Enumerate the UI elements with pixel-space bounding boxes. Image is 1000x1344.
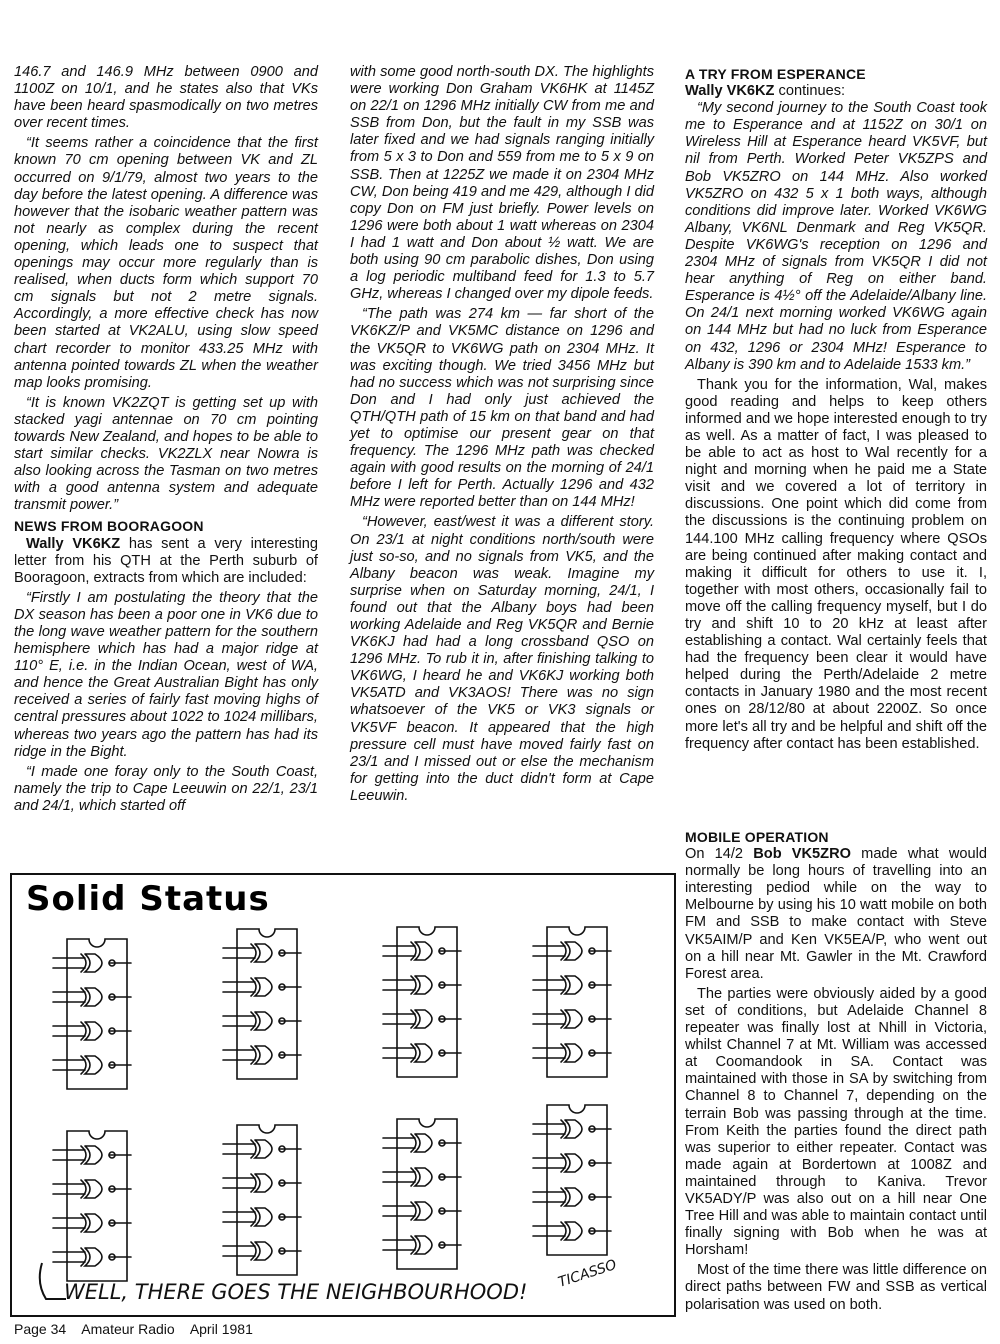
cartoon-title: Solid Status: [26, 879, 270, 919]
page-number: Page 34: [14, 1321, 67, 1337]
article-column-2: [350, 64, 654, 808]
article-column-3: [685, 66, 987, 756]
paragraph-text: continues:: [774, 83, 846, 100]
paragraph: Thank you for the information, Wal, makes good reading and helps to keep others informed and we hope interested enough to try as well. As a matter of fact, I was pleased to be able to act as host to Wal recently for a night and morning when he paid me a State visit and we covered a lot of territory in discussions. One point which did come from the discussions is the continuing problem on 144.100 MHz calling frequency where QSOs are being continued after making contact and making it difficult for others to use it. I, together with most others, occasionally fail to move off the calling frequency myself, but I do try and shift 10 to 20 kHz at least after establishing a contact. Wal certainly feels that had the frequency been clear it would have helped during the Perth/Adelaide 2 metre contacts in January 1980 and the most recent ones on 28/12/80 at about 2200Z. So once more let's all try and be helpful and shift off the frequency after contact has been established.: [685, 376, 987, 752]
ic-chip-drawing: [383, 1119, 461, 1269]
caption-bracket: [40, 1263, 66, 1299]
publication-name: Amateur Radio: [81, 1321, 175, 1337]
paragraph: “It is known VK2ZQT is getting set up with stacked yagi antennae on 70 cm pointing towards New Zealand, and hopes to be able to start similar checks. VK2ZLX near Nowra is also looking across the Tasman on two metres with a good antenna system and adequate transmit power.”: [14, 394, 318, 514]
paragraph: “However, east/west it was a different story. On 23/1 at night conditions north/south were just so-so, and no signals from VK5, and the Albany beacon was weak. Imagine my surprise when on Saturday morning, 24/1, I found out that the Albany boys had been working Adelaide and Reg VK5QR and Bernie VK6KJ had had a long crossband QSO on 1296 MHz. To rub it in, after finishing talking to VK6WG, I heard he and VK6KJ working both VK5ATD and VK3AOS! There was no sign whatsoever of the VK5 or VK3 signals or VK5VF beacon. It appeared that the high pressure cell must have moved fairly fast on 23/1 and I missed out or else the mechanism for getting into the duct didn't form at Cape Leeuwin.: [350, 514, 654, 804]
paragraph: The parties were obviously aided by a good set of conditions, but Adelaide Channel 8 repeater was finally lost at Nhill in Victoria, whilst Channel 7 at Mt. William was accessed at Coomandook in SA. Contact was maintained with those in SA by switching from Channel 8 to Channel 7, depending on the terrain Bob was passing through at the time. From Keith the parties found the direct path was superior to either repeater. Contact was made again at Bordertown at 1008Z and maintained through to Kaniva. Trevor VK5ADY/P was also out on a hill near One Tree Hill and was able to maintain contact until finally signing with Bob when he was at Horsham!: [685, 985, 987, 1259]
issue-date: April 1981: [189, 1321, 253, 1337]
paragraph-text: On 14/2: [685, 846, 754, 863]
article-column-1: [14, 64, 318, 818]
section-heading-booragoon: NEWS FROM BOORAGOON: [14, 518, 204, 535]
paragraph: Most of the time there was little difference on direct paths between FW and SSB as vertical polarisation was used on both.: [685, 1262, 987, 1313]
section-heading-mobile: MOBILE OPERATION: [685, 829, 829, 845]
paragraph: “It seems rather a coincidence that the first known 70 cm opening between VK and ZL occurred on 9/1/79, almost two years to the day before the latest opening. A difference was however that the isobaric weather pattern was not nearly as complex during the recent opening, which leads one to suspect that openings may occur more regularly than is realised, when ducts form which support 70 cm signals but not 2 metre signals. Accordingly, a more effective check has now been started at VK2ALU, using slow speed chart recorder to monitor 433.25 MHz with antenna pointed towards ZL when the weather map looks promising.: [14, 135, 318, 391]
paragraph: [14, 536, 318, 587]
paragraph: “The path was 274 km — far short of the VK6KZ/P and VK5MC distance on 1296 and the VK5QR to VK6WG path on 2304 MHz. It was exciting though. We tried 3456 MHz but had no success which was not surprising since Don and I had only just achieved the QTH/QTH path of 15 km on that band and had yet to optimise our present gear on that frequency. The 1296 MHz path was checked again with good results on the morning of 24/1 before I left for Perth. Actually 1296 and 432 MHz were reported better than on 144 MHz!: [350, 306, 654, 511]
ic-chip-drawing: [53, 1131, 131, 1281]
paragraph-text: has sent a very interesting letter from his QTH at the Perth suburb of Booragoon, extracts from which are included:: [14, 535, 319, 586]
lead-name: Bob VK5ZRO: [753, 846, 851, 863]
section-heading-esperance: A TRY FROM ESPERANCE: [685, 66, 866, 82]
cartoonist-signature: TICASSO: [556, 1256, 619, 1291]
paragraph: 146.7 and 146.9 MHz between 0900 and 1100Z on 10/1, and he states also that VKs have been heard spasmodically on two metres over recent times.: [14, 64, 318, 132]
ic-chip-drawing: [533, 927, 611, 1077]
paragraph: with some good north-south DX. The highlights were working Don Graham VK6HK at 1145Z on 22/1 on 1296 MHz initially CW from me and SSB from Don, but the fault in my SSB was later fixed and we had signals ranging initially from 5 x 3 to Don and 559 from me to 5 x 9 on SSB. Then at 1225Z we made it on 2304 MHz CW, Don being 419 and me 429, although I did copy Don on FM just briefly. Power levels on 1296 were both about 1 watt whereas on 2304 I had 1 watt and Don about ½ watt. We are both using 90 cm parabolic dishes, Don using a log periodic multiband feed for 1.3 to 5.7 GHz, whereas I changed over my dipole feeds.: [350, 64, 654, 303]
cartoon-drawing: [12, 875, 674, 1315]
ic-chip-drawing: [223, 1125, 301, 1275]
paragraph: [685, 846, 987, 983]
paragraph: “I made one foray only to the South Coast, namely the trip to Cape Leeuwin on 22/1, 23/1 and 24/1, which started off: [14, 763, 318, 814]
ic-chip-drawing: [383, 927, 461, 1077]
article-column-3-lower: [685, 829, 987, 1317]
page-footer: [14, 1321, 265, 1337]
ic-chip-drawing: [533, 1105, 611, 1255]
ic-chip-drawing: [53, 939, 131, 1089]
cartoon-box: [10, 873, 676, 1317]
cartoon-caption: WELL, THERE GOES THE NEIGHBOURHOOD!: [64, 1280, 528, 1304]
lead-name: Wally VK6KZ: [685, 83, 775, 100]
paragraph: “My second journey to the South Coast took me to Esperance and at 1152Z on 30/1 on Wireless Hill at Esperance heard VK5VF, but nil from Perth. Worked Peter VK5ZPS and Bob VK5ZRO on 144 MHz. Also worked VK5ZRO on 432 5 x 1 both ways, although conditions did improve later. Worked VK6WG Albany, VK6NL Denmark and Reg VK5QR. Despite VK6WG's reception on 1296 and 2304 MHz of signals from VK5QR I did not hear anything of Reg on either band. Esperance is 4½° off the Adelaide/Albany line. On 24/1 next morning worked VK6WG again on 144 MHz but had no luck from Esperance on 432, 1296 or 2304 MHz! Esperance to Albany is 390 km and to Adelaide 1533 km.”: [685, 100, 987, 373]
ic-chip-drawing: [223, 929, 301, 1079]
paragraph-text: made what would normally be long hours of travelling into an interesting pediod while on the way to Melbourne by using his 10 watt mobile on both FM and SSB to make contact with Steve VK5AIM/P and Ken VK5EA/P, who went out on a hill near Mt. Gawler in the Mt. Crawford Forest area.: [685, 846, 987, 982]
paragraph: “Firstly I am postulating the theory that the DX season has been a poor one in VK6 due to the long wave weather pattern for the southern hemisphere which has had a major ridge at 110° E, i.e. in the Indian Ocean, west of WA, and hence the Great Australian Bight has only received a series of fairly fast moving highs of central pressures about 1022 to 1024 millibars, whereas two years ago the pattern has had its ridge in the Bight.: [14, 589, 318, 760]
lead-name: Wally VK6KZ: [26, 535, 121, 552]
paragraph: [685, 83, 987, 100]
